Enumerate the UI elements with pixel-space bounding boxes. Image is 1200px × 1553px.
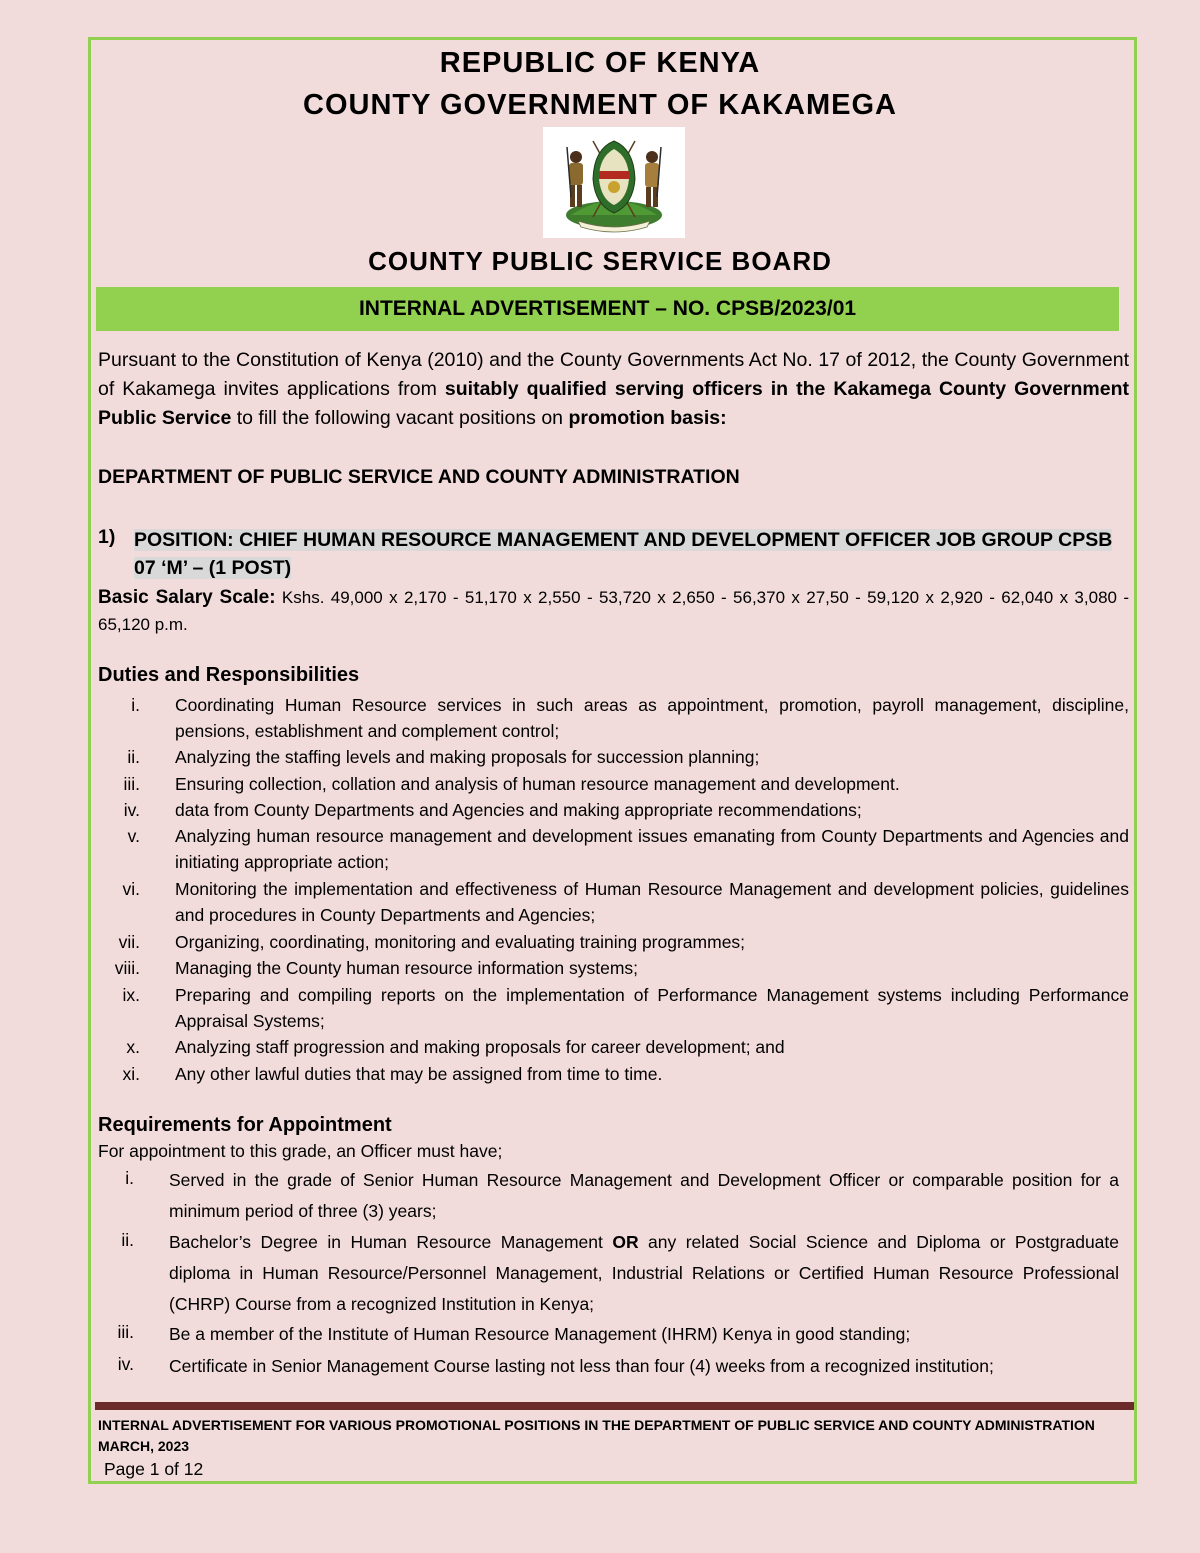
list-item-number: ix. [122,985,140,1005]
salary-value: Kshs. 49,000 x 2,170 - 51,170 x 2,550 - 53,720 x 2,650 - 56,370 x 27,50 - 59,120 x 2,920 - 62,040 x 3,080 - 65,120 p.m. [98,588,1129,634]
page-number: Page 1 of 12 [104,1459,204,1479]
advert-number-banner: INTERNAL ADVERTISEMENT – NO. CPSB/2023/01 [96,287,1119,331]
list-item-text: Analyzing staff progression and making proposals for career development; and [175,1037,785,1057]
header-board: COUNTY PUBLIC SERVICE BOARD [368,246,832,276]
list-item-text: Ensuring collection, collation and analysis of human resource management and development. [175,774,900,794]
list-item-number: i. [125,1168,134,1188]
list-item-text: Coordinating Human Resource services in such areas as appointment, promotion, payroll management, discipline, pensions, establishment and complement control; [175,695,1129,741]
list-item-text: Organizing, coordinating, monitoring and evaluating training programmes; [175,932,746,952]
salary-scale [98,584,1129,638]
list-item-number: ii. [127,747,140,767]
req-text-bold: OR [612,1232,639,1252]
intro-paragraph [98,346,1129,433]
coat-of-arms-icon [543,127,685,238]
list-item-text: Analyzing human resource management and development issues emanating from County Departments and Agencies and initiating appropriate action; [175,826,1129,872]
intro-text-2: to fill the following vacant positions on [231,407,569,429]
list-item-text: Preparing and compiling reports on the implementation of Performance Management systems including Performance Appraisal Systems; [175,985,1129,1031]
position-title-text: POSITION: CHIEF HUMAN RESOURCE MANAGEMENT AND DEVELOPMENT OFFICER JOB GROUP CPSB 07 ‘M’ – (1 POST) [134,529,1113,579]
requirements-heading: Requirements for Appointment [98,1114,392,1136]
list-item-text: Monitoring the implementation and effectiveness of Human Resource Management and development policies, guidelines and procedures in County Departments and Agencies; [175,879,1129,925]
header-county: COUNTY GOVERNMENT OF KAKAMEGA [303,89,897,121]
list-item-number: viii. [114,958,140,978]
position-title [134,526,1124,582]
list-item-number: vi. [122,879,140,899]
list-item-number: x. [126,1037,140,1057]
list-item-text: Served in the grade of Senior Human Resource Management and Development Officer or comparable position for a minimum period of three (3) years; [169,1170,1119,1221]
requirements-intro: For appointment to this grade, an Officer must have; [98,1141,503,1161]
req-text-b: any related Social Science and Diploma or Postgraduate diploma in Human Resource/Personnel Management, Industrial Relations or Certified Human Resource Professional (CHRP) Course from a recognized Institution in Kenya; [169,1232,1120,1314]
intro-text-1: Pursuant to the Constitution of Kenya (2010) and the County Governments Act No. 17 of 2012, the County Government of Kakamega invites applications from [98,349,1129,400]
list-item-text [169,1227,1119,1320]
list-item-number: iii. [123,774,140,794]
department-heading: DEPARTMENT OF PUBLIC SERVICE AND COUNTY ADMINISTRATION [98,466,740,488]
list-item-text: Certificate in Senior Management Course lasting not less than four (4) weeks from a recognized institution; [169,1356,994,1376]
list-item-text: data from County Departments and Agencies and making appropriate recommendations; [175,800,862,820]
list-item-text: Managing the County human resource information systems; [175,958,639,978]
header-republic: REPUBLIC OF KENYA [439,47,761,79]
list-item-text: Be a member of the Institute of Human Resource Management (IHRM) Kenya in good standing; [169,1324,911,1344]
duties-heading: Duties and Responsibilities [98,664,360,686]
position-number: 1) [98,526,116,548]
list-item-number: i. [131,695,140,715]
footer-text: INTERNAL ADVERTISEMENT FOR VARIOUS PROMOTIONAL POSITIONS IN THE DEPARTMENT OF PUBLIC SERVICE AND COUNTY ADMINISTRATION MARCH, 2023 [98,1417,1095,1454]
list-item-number: v. [127,826,140,846]
list-item-text: Analyzing the staffing levels and making proposals for succession planning; [175,747,760,767]
footer-divider [95,1402,1134,1410]
list-item-text: Any other lawful duties that may be assigned from time to time. [175,1064,663,1084]
list-item-number: ii. [121,1230,134,1250]
req-text-a: Bachelor’s Degree in Human Resource Management [169,1232,613,1252]
list-item-number: iv. [117,1354,134,1374]
list-item-number: vii. [118,932,140,952]
intro-bold-1: suitably qualified serving officers in the Kakamega County Government Public Service [98,378,1129,429]
list-item-number: iii. [117,1322,134,1342]
intro-bold-2: promotion basis: [568,407,727,429]
list-item-number: iv. [123,800,140,820]
list-item-number: xi. [122,1064,140,1084]
salary-label: Basic Salary Scale: [98,587,276,608]
